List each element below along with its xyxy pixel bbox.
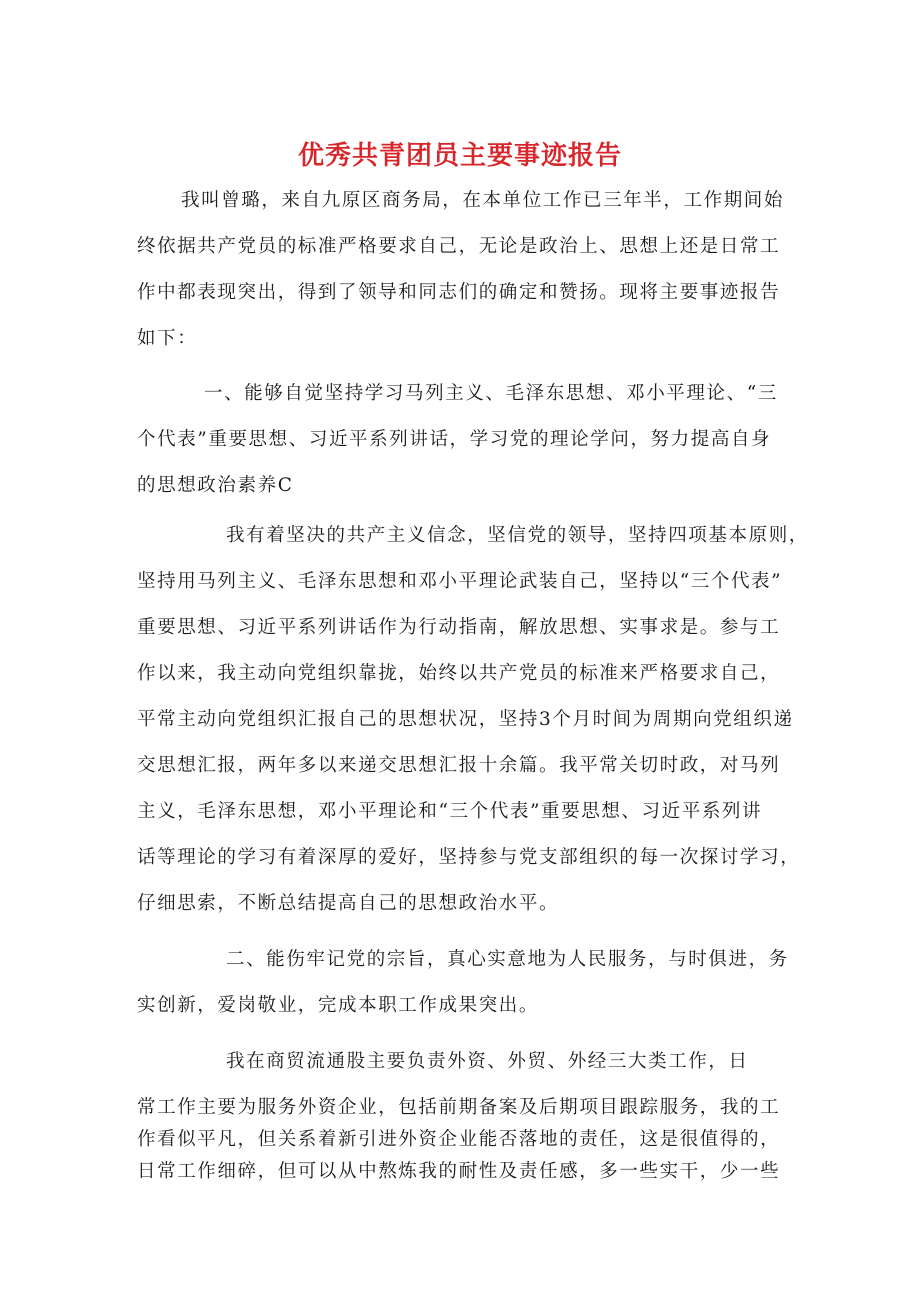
paragraph-line: 如下：	[137, 328, 198, 349]
paragraph-line: 平常主动向党组织汇报自己的思想状况，坚持3个月时间为周期向党组织递	[137, 709, 794, 730]
paragraph-line: 坚持用马列主义、毛泽东思想和邓小平理论武装自己，坚持以“三个代表”	[137, 571, 783, 592]
paragraph-line: 常工作主要为服务外资企业，包括前期备案及后期项目跟踪服务，我的工	[137, 1097, 781, 1118]
paragraph-line: 主义，毛泽东思想，邓小平理论和“三个代表”重要思想、习近平系列讲	[137, 801, 763, 822]
paragraph-line: 终依据共产党员的标准严格要求自己，无论是政治上、思想上还是日常工	[137, 236, 781, 257]
paragraph-line: 仔细思索，不断总结提高自己的思想政治水平。	[137, 893, 560, 914]
page-title: 优秀共青团员主要事迹报告	[297, 141, 622, 171]
paragraph-line: 作以来，我主动向党组织靠拢，始终以共产党员的标准来严格要求自己，	[137, 663, 781, 684]
paragraph-line: 作看似平凡，但关系着新引进外资企业能否落地的责任，这是很值得的，	[137, 1129, 781, 1150]
paragraph-line: 我在商贸流通股主要负责外资、外贸、外经三大类工作，日	[226, 1051, 749, 1072]
section-heading-line: 实创新，爱岗敬业，完成本职工作成果突出。	[137, 995, 540, 1016]
section-heading-line: 一、能够自觉坚持学习马列主义、毛泽东思想、邓小平理论、“三	[204, 383, 778, 404]
section-heading-line: 的思想政治素养C	[137, 475, 294, 496]
section-heading-line: 个代表”重要思想、习近平系列讲话，学习党的理论学问，努力提高自身	[137, 429, 772, 450]
paragraph-line: 日常工作细碎，但可以从中熬炼我的耐性及责任感，多一些实干，少一些	[137, 1161, 781, 1182]
paragraph-line: 话等理论的学习有着深厚的爱好，坚持参与党支部组织的每一次探讨学习，	[137, 847, 801, 868]
paragraph-line: 我有着坚决的共产主义信念，坚信党的领导，坚持四项基本原则，	[226, 525, 809, 546]
paragraph-line: 我叫曾璐，来自九原区商务局，在本单位工作已三年半，工作期间始	[181, 190, 785, 211]
section-heading-line: 二、能伤牢记党的宗旨，真心实意地为人民服务，与时俱进，务	[226, 949, 789, 970]
paragraph-line: 作中都表现突出，得到了领导和同志们的确定和赞扬。现将主要事迹报告	[137, 282, 781, 303]
paragraph-line: 交思想汇报，两年多以来递交思想汇报十余篇。我平常关切时政，对马列	[137, 755, 781, 776]
paragraph-line: 重要思想、习近平系列讲话作为行动指南，解放思想、实事求是。参与工	[137, 617, 781, 638]
